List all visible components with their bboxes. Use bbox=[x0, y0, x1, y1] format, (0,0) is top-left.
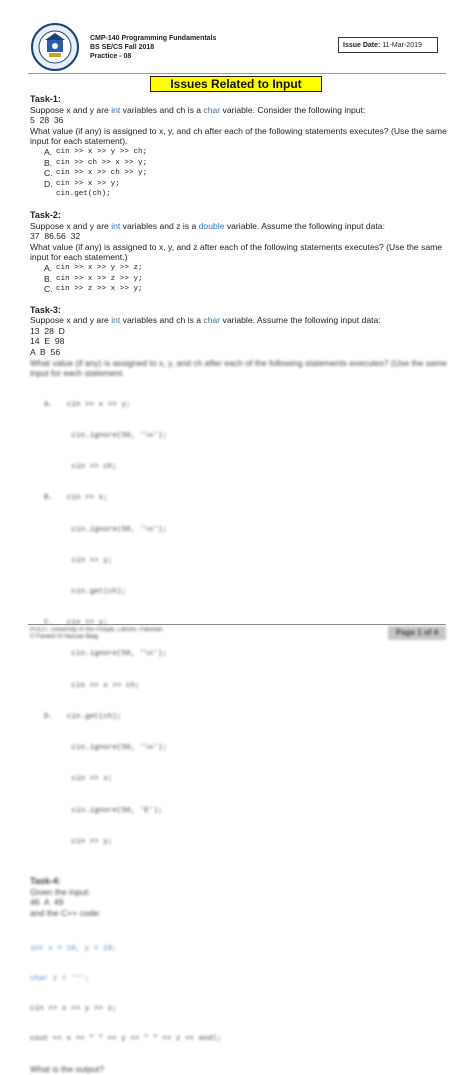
task2-statements bbox=[30, 263, 450, 295]
university-seal-logo bbox=[30, 22, 80, 72]
document-body bbox=[30, 94, 450, 1075]
task3-question: What value (if any) is assigned to x, y, and ch after each of the following statements executes? (Use the same input for each statement. bbox=[30, 357, 447, 379]
task1-question: What value (if any) is assigned to x, y, and ch after each of the following statements executes? (Use the same input for each statement). bbox=[30, 125, 447, 147]
list-item: C. cin >> z >> x >> y; bbox=[44, 284, 143, 295]
task4-question: What is the output? bbox=[30, 1064, 105, 1075]
task1-intro: Suppose x and y are int variables and ch is a char variable. Consider the following input: bbox=[30, 104, 366, 115]
issue-date-value: 11-Mar-2019 bbox=[382, 42, 422, 49]
task4-heading: Task-4: bbox=[30, 875, 61, 886]
list-item: D. cin >> x >> y; bbox=[44, 178, 120, 189]
list-item: cin.get(ch); bbox=[56, 190, 111, 199]
page-number: Page 1 of 4 bbox=[388, 626, 446, 640]
list-item: A. cin >> x >> y >> z; bbox=[44, 262, 143, 273]
footer-divider bbox=[28, 624, 446, 625]
page-title: Issues Related to Input bbox=[150, 76, 322, 92]
blurred-preview-region bbox=[30, 358, 450, 1075]
task1-input: 5 28 36 bbox=[30, 115, 64, 126]
task1-heading: Task-1: bbox=[30, 94, 61, 104]
task3-heading: Task-3: bbox=[30, 304, 61, 315]
task3-intro: Suppose x and y are int variables and ch is a char variable. Assume the following input data: bbox=[30, 315, 381, 326]
task1-statements bbox=[30, 147, 450, 200]
list-item: C. cin >> x >> ch >> y; bbox=[44, 168, 148, 179]
issue-date-box bbox=[338, 37, 438, 53]
program-name: BS SE/CS Fall 2018 bbox=[90, 44, 155, 51]
task2-question: What value (if any) is assigned to x, y, and z after each of the following statements executes? (Use the same input for each statement.) bbox=[30, 241, 443, 263]
list-item: A. cin >> x >> y >> ch; bbox=[44, 146, 148, 157]
task3-code-block: A. cin >> x >> y; cin.ignore(50, '\n'); cin >> ch; B. cin >> x; cin.ignore(50, '\n'); cin >> y; cin.get(ch); cin.ignore(50, '\n'); cin >> x >> ch; D. cin.get(ch); cin.ignore(50, '\n'); cin >> x; cin.ignore(50, 'E'); cin >> y; bbox=[44, 400, 168, 846]
task4-line: and the C++ code: bbox=[30, 907, 101, 918]
task4-line: 46 A 49 bbox=[30, 897, 64, 908]
list-item: B. cin >> x >> z >> y; bbox=[44, 273, 143, 284]
task2-heading: Task-2: bbox=[30, 209, 61, 220]
header-divider bbox=[28, 73, 446, 74]
task2-intro: Suppose x and y are int variables and z is a double variable. Assume the following input data: bbox=[30, 220, 385, 231]
issue-date-label: Issue Date: bbox=[343, 42, 381, 49]
footer-credits: PUCIT, University of the Punjab, Lahore, Pakistan. © Fareed Ul Hassan Baig bbox=[30, 627, 165, 640]
course-title: CMP-140 Programming Fundamentals bbox=[90, 35, 217, 42]
task4-line: Given the input: bbox=[30, 886, 91, 897]
task3-input-line: A B 56 bbox=[30, 347, 61, 358]
list-item: B. cin >> ch >> x >> y; bbox=[44, 157, 148, 168]
task3-input-line: 14 E 98 bbox=[30, 336, 65, 347]
task4-code-block: int x = 10, y = 18; char z = '*'; cin >> x >> y >> z; cout << x << " " << y << " " << z << endl; bbox=[30, 945, 222, 1044]
course-info bbox=[90, 34, 216, 61]
task2-input: 37 86.56 32 bbox=[30, 231, 81, 242]
task3-input-line: 13 28 D bbox=[30, 325, 65, 336]
practice-number: Practice - 08 bbox=[90, 53, 132, 60]
